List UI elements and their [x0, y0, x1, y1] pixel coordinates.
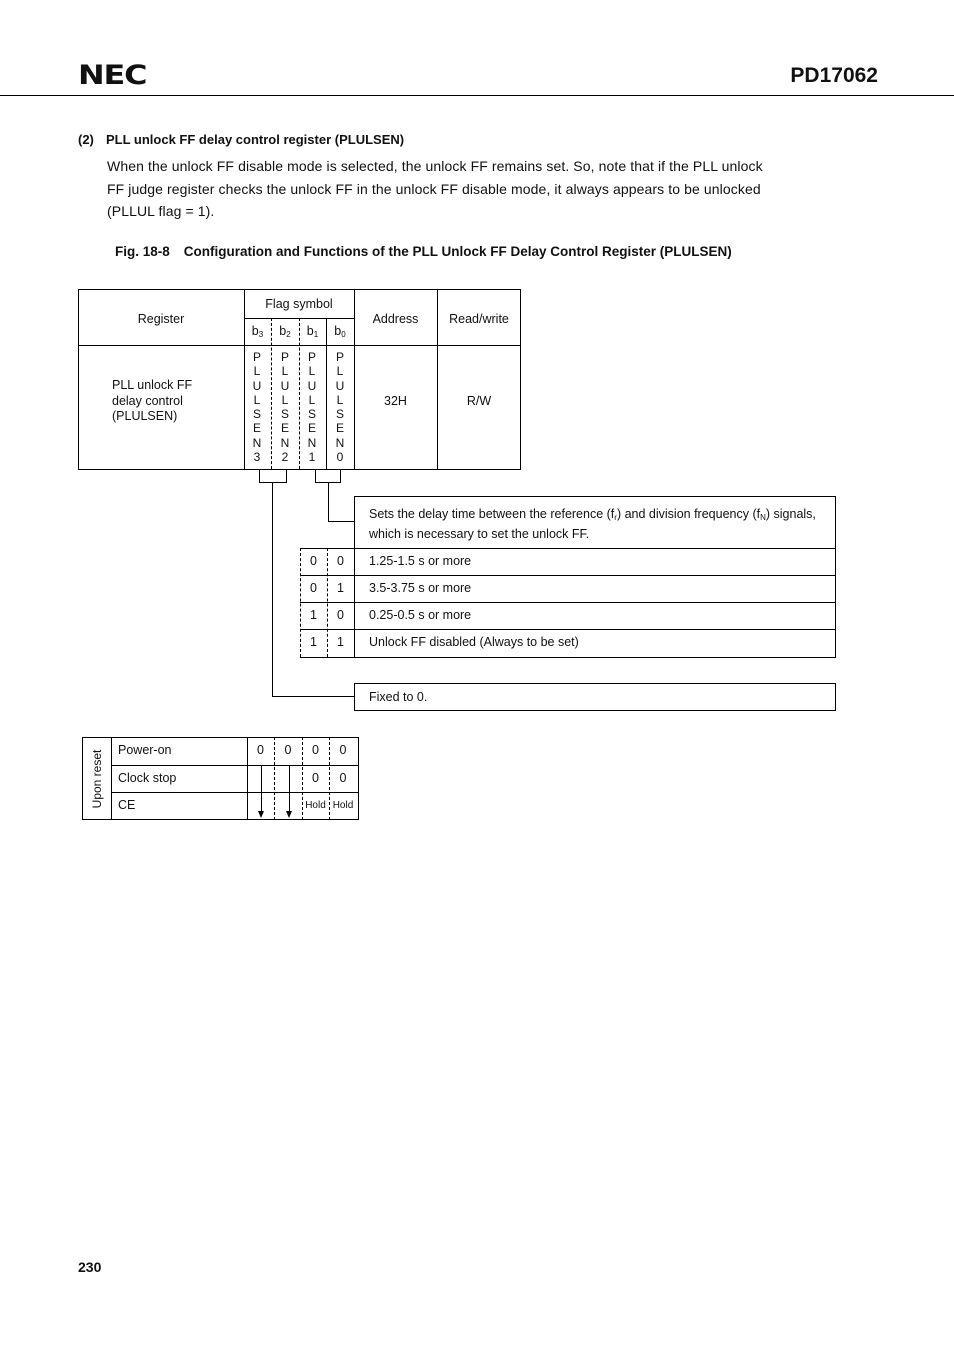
- option-b1-value: 1: [310, 635, 317, 649]
- option-b1-value: 1: [310, 608, 317, 622]
- reset-value: 0: [339, 743, 347, 757]
- figure-title: [115, 244, 732, 259]
- address-header: Address: [372, 312, 419, 326]
- fixed-text: Fixed to 0.: [369, 690, 428, 704]
- reset-value: 0: [312, 771, 319, 785]
- flag-symbol-header: Flag symbol: [265, 297, 333, 311]
- down-arrow-icon: [286, 811, 292, 818]
- flag-plulsen3: P L U L S E N 3: [252, 350, 262, 465]
- section-number: (2): [78, 132, 94, 147]
- upon-reset-label: Upon reset: [90, 749, 104, 809]
- body-line: FF judge register checks the unlock FF in the unlock FF disable mode, it always appears to be unlocked: [107, 180, 761, 197]
- option-text: 3.5-3.75 s or more: [369, 581, 472, 595]
- body-line: (PLLUL flag = 1).: [107, 203, 215, 219]
- section-body: [107, 155, 837, 223]
- section-heading: [78, 132, 404, 147]
- bit-label-b2: $b_2$: [279, 324, 291, 339]
- flag-plulsen0: P L U L S E N 0: [335, 350, 345, 465]
- option-b0-value: 1: [337, 581, 344, 595]
- option-b0-value: 0: [337, 608, 344, 622]
- option-b1-value: 0: [310, 554, 317, 568]
- reset-value: 0: [284, 743, 292, 757]
- section-title: PLL unlock FF delay control register (PLULSEN): [106, 132, 405, 147]
- reset-row-label: Clock stop: [118, 771, 177, 785]
- page-number: 230: [78, 1259, 102, 1275]
- register-header: Register: [137, 312, 185, 326]
- reset-row-label: CE: [118, 798, 136, 812]
- down-arrow-icon: [258, 811, 264, 818]
- figure-caption: Configuration and Functions of the PLL Unlock FF Delay Control Register (PLULSEN): [183, 244, 732, 259]
- option-text: 1.25-1.5 s or more: [369, 554, 472, 568]
- register-address: 32H: [384, 394, 407, 408]
- body-line: When the unlock FF disable mode is selected, the unlock FF remains set. So, note that if the PLL unlock: [107, 158, 763, 174]
- reset-value: 0: [339, 771, 347, 785]
- reset-value-hold: Hold: [332, 800, 354, 811]
- part-number: PD17062: [790, 64, 878, 87]
- option-text: 0.25-0.5 s or more: [369, 608, 472, 622]
- reset-value: 0: [312, 743, 319, 757]
- bit-label-b0: $b_0$: [334, 324, 346, 339]
- option-b0-value: 0: [337, 554, 344, 568]
- register-read-write: R/W: [466, 394, 492, 408]
- flag-plulsen2: P L U L S E N 2: [280, 350, 290, 465]
- nec-logo: NEC: [78, 60, 147, 91]
- retain-arrow-line: [261, 766, 262, 811]
- bit-label-b3: $b_3$: [251, 324, 264, 339]
- retain-arrow-line: [289, 766, 290, 811]
- header-rule: [0, 95, 954, 96]
- figure-label: Fig. 18-8: [115, 244, 170, 259]
- reset-value-hold: Hold: [305, 800, 326, 811]
- option-b0-value: 1: [337, 635, 344, 649]
- bit-label-b1: $b_1$: [306, 324, 319, 339]
- flag-plulsen1: P L U L S E N 1: [307, 350, 317, 465]
- option-text: Unlock FF disabled (Always to be set): [369, 635, 579, 649]
- reset-row-label: Power-on: [118, 743, 172, 757]
- register-name: PLL unlock FF delay control (PLULSEN): [112, 378, 193, 423]
- read-write-header: Read/write: [449, 312, 509, 326]
- reset-value: 0: [257, 743, 264, 757]
- function-description: Sets the delay time between the reference $(f_r)$ and division frequency $(f_N)$ signals, which is necessary to set the unlock FF.: [369, 507, 816, 541]
- option-b1-value: 0: [310, 581, 317, 595]
